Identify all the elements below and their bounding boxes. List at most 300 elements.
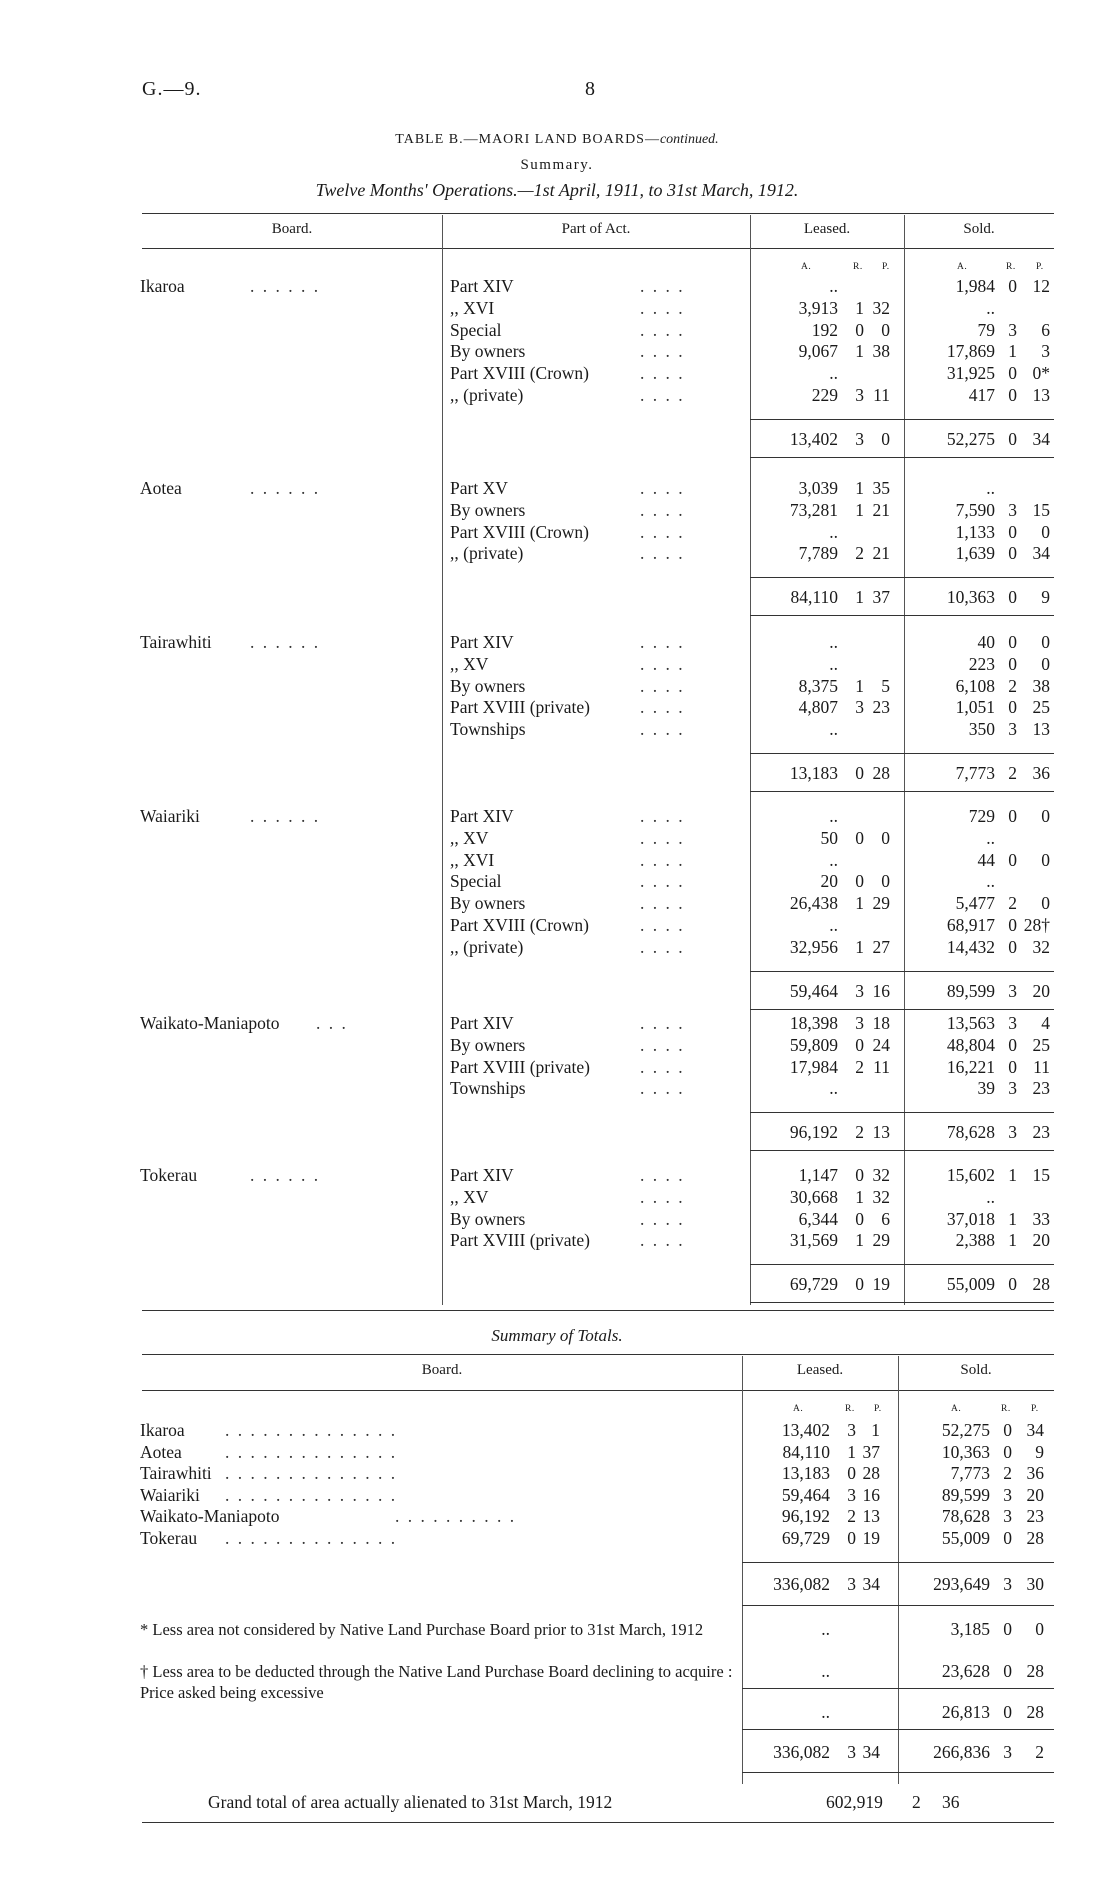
part-of-act: Part XV xyxy=(450,478,508,498)
summary-col-header-board: Board. xyxy=(421,1362,463,1378)
footnote-dagger-sold-perches: 28 xyxy=(1026,1661,1044,1681)
col-header-part: Part of Act. xyxy=(561,221,631,237)
table-row xyxy=(0,850,1114,872)
leased-acres: 50 xyxy=(820,827,838,848)
sold-acres: 2,388 xyxy=(955,1230,995,1251)
board-name: Aotea xyxy=(140,478,182,498)
sold-acres: 1,051 xyxy=(955,697,995,718)
total-sold-perches: 23 xyxy=(1032,1122,1050,1143)
table-row xyxy=(0,937,1114,959)
sold-acres: 223 xyxy=(968,653,995,674)
sold-acres: 16,221 xyxy=(946,1056,995,1077)
leased-roods: 0 xyxy=(855,1208,864,1229)
summary-total-rule xyxy=(742,1605,1054,1606)
total-leased-perches: 37 xyxy=(872,587,890,608)
part-of-act: Part XVIII (private) xyxy=(450,1056,590,1077)
sold-acres: 79 xyxy=(977,319,995,340)
sold-perches: 0* xyxy=(1032,363,1050,384)
sold-acres: 1,984 xyxy=(955,276,995,296)
table-row xyxy=(0,806,1114,828)
sold-roods: 0 xyxy=(1008,915,1017,935)
board-total-row xyxy=(0,587,1114,609)
leader-dots: . . . . xyxy=(640,543,685,564)
footnote-dagger-leased: .. xyxy=(821,1661,830,1681)
total-leased-roods: 0 xyxy=(855,763,864,783)
sold-roods: 1 xyxy=(1008,1230,1017,1251)
leased-acres: .. xyxy=(829,276,838,296)
part-of-act: Part XIV xyxy=(450,632,514,652)
total-leased-perches: 0 xyxy=(881,428,890,449)
leader-dots: . . . . xyxy=(640,499,685,520)
table-row xyxy=(0,1013,1114,1035)
total-leased-acres: 84,110 xyxy=(790,587,838,608)
leader-dots: . . . . xyxy=(640,849,685,870)
leader-dots: . . . . xyxy=(640,936,685,957)
table-row xyxy=(0,1187,1114,1209)
leased-roods: 1 xyxy=(855,499,864,520)
sold-perches: 25 xyxy=(1032,1034,1050,1055)
table-top-rule xyxy=(142,213,1054,214)
summary-sold-acres: 78,628 xyxy=(941,1506,990,1527)
leader-dots: . . . . xyxy=(640,385,685,405)
sold-perches: 20 xyxy=(1032,1230,1050,1251)
total-leased-acres: 13,183 xyxy=(789,763,838,783)
leased-roods: 0 xyxy=(855,1034,864,1055)
sold-perches: 34 xyxy=(1032,543,1050,564)
part-of-act: ,, XVI xyxy=(450,297,495,318)
sold-roods: 0 xyxy=(1008,632,1017,652)
board-separator-rule xyxy=(750,1302,1054,1303)
sold-perches: 38 xyxy=(1032,675,1050,696)
leader-dots: . . . . xyxy=(640,719,685,740)
leased-roods: 2 xyxy=(855,1056,864,1077)
board-name: Waikato-Maniapoto xyxy=(140,1013,280,1033)
leased-acres: 59,809 xyxy=(789,1034,838,1055)
total-sold-perches: 20 xyxy=(1032,980,1050,1001)
leader-dots: . . . . xyxy=(640,697,685,718)
leader-dots: . . . . . . xyxy=(250,806,321,826)
footnote-star-leased: .. xyxy=(821,1619,830,1639)
table-row xyxy=(0,1078,1114,1100)
part-of-act: Part XIV xyxy=(450,1165,514,1185)
leader-dots: . . . . xyxy=(640,871,685,892)
sold-acres: 31,925 xyxy=(946,363,995,384)
page-bottom-rule xyxy=(142,1822,1054,1823)
sold-acres: 40 xyxy=(977,632,995,652)
leased-perches: 38 xyxy=(872,341,890,362)
leased-roods: 1 xyxy=(855,675,864,696)
unit-roods-leased: R. xyxy=(853,262,863,272)
summary-board-name: Ikaroa xyxy=(140,1420,185,1440)
leased-roods: 1 xyxy=(855,893,864,914)
sold-roods: 0 xyxy=(1008,849,1017,870)
part-of-act: Townships xyxy=(450,1078,526,1099)
summary-sold-perches: 20 xyxy=(1026,1484,1044,1505)
sold-acres: 39 xyxy=(977,1078,995,1099)
total-sold-perches: 34 xyxy=(1032,428,1050,449)
sold-roods: 1 xyxy=(1008,1165,1017,1185)
summary-total-leased-roods: 3 xyxy=(847,1574,856,1594)
sold-acres: 5,477 xyxy=(955,893,995,914)
sold-perches: 0 xyxy=(1041,806,1050,826)
summary-leased-roods: 1 xyxy=(847,1441,856,1462)
sold-roods: 2 xyxy=(1008,893,1017,914)
leased-roods: 1 xyxy=(855,478,864,498)
leader-dots: . . . . xyxy=(640,1186,685,1207)
leased-acres: 1,147 xyxy=(798,1165,838,1185)
leased-acres: 17,984 xyxy=(789,1056,838,1077)
leased-acres: .. xyxy=(829,653,838,674)
sold-roods: 1 xyxy=(1008,1208,1017,1229)
sold-perches: 4 xyxy=(1041,1013,1050,1033)
leader-dots: . . . . xyxy=(640,827,685,848)
leased-acres: 18,398 xyxy=(789,1013,838,1033)
summary-sold-acres: 7,773 xyxy=(950,1463,990,1484)
leased-perches: 32 xyxy=(872,1165,890,1185)
summary-sold-perches: 36 xyxy=(1026,1463,1044,1484)
total-leased-acres: 13,402 xyxy=(789,428,838,449)
sold-roods: 3 xyxy=(1008,1078,1017,1099)
summary-leased-perches: 1 xyxy=(871,1420,880,1440)
sold-acres: 1,639 xyxy=(955,543,995,564)
summary-col-header-leased: Leased. xyxy=(796,1362,844,1378)
sold-acres: 350 xyxy=(968,719,995,740)
leased-perches: 5 xyxy=(881,675,890,696)
total-sold-roods: 0 xyxy=(1008,428,1017,449)
total-leased-perches: 19 xyxy=(872,1274,890,1295)
sold-acres: 15,602 xyxy=(946,1165,995,1185)
board-separator-rule xyxy=(750,457,1054,458)
leased-roods: 1 xyxy=(855,1230,864,1251)
sold-roods: 0 xyxy=(1008,697,1017,718)
table-subtitle: Summary. xyxy=(520,157,594,173)
leader-dots: . . . . xyxy=(640,341,685,362)
total-sold-roods: 3 xyxy=(1008,980,1017,1001)
leased-acres: 7,789 xyxy=(798,543,838,564)
part-of-act: By owners xyxy=(450,499,526,520)
table-title-continued: continued. xyxy=(659,132,719,147)
leased-perches: 35 xyxy=(872,478,890,498)
leased-acres: 3,913 xyxy=(798,297,838,318)
summary-leased-roods: 2 xyxy=(847,1506,856,1527)
sold-acres: .. xyxy=(986,478,995,498)
sold-acres: 44 xyxy=(977,849,995,870)
total-sold-acres: 7,773 xyxy=(955,763,995,783)
summary-sold-roods: 0 xyxy=(1003,1441,1012,1462)
summary-sold-acres: 89,599 xyxy=(941,1484,990,1505)
grand-total-label: Grand total of area actually alienated to 31st March, 1912 xyxy=(208,1792,613,1812)
summary-sold-roods: 2 xyxy=(1003,1463,1012,1484)
leased-perches: 11 xyxy=(873,1056,890,1077)
board-total-row xyxy=(0,763,1114,785)
leased-roods: 0 xyxy=(855,827,864,848)
sold-acres: .. xyxy=(986,871,995,892)
board-separator-rule xyxy=(750,615,1054,616)
table-title xyxy=(0,132,1114,148)
sold-perches: 23 xyxy=(1032,1078,1050,1099)
table-row xyxy=(0,1209,1114,1231)
net-total-sold-roods: 3 xyxy=(1003,1742,1012,1762)
leased-acres: 20 xyxy=(820,871,838,892)
leased-perches: 27 xyxy=(872,936,890,957)
leader-dots: . . . . xyxy=(640,1208,685,1229)
summary-leased-perches: 37 xyxy=(862,1441,880,1462)
summary-sold-acres: 52,275 xyxy=(941,1420,990,1440)
footnote-dagger-sold-acres: 23,628 xyxy=(941,1661,990,1681)
deduction-leased: .. xyxy=(821,1702,830,1722)
sold-acres: .. xyxy=(986,827,995,848)
sold-roods: 0 xyxy=(1008,1056,1017,1077)
sold-acres: 417 xyxy=(968,385,995,405)
footnote-star-sold-roods: 0 xyxy=(1003,1619,1012,1639)
leader-dots: . . . . xyxy=(640,319,685,340)
deduct-rule xyxy=(742,1688,1054,1689)
summary-board-name: Aotea xyxy=(140,1441,182,1462)
total-leased-perches: 16 xyxy=(872,980,890,1001)
table-row xyxy=(0,543,1114,565)
net-total-rule xyxy=(742,1772,1054,1773)
board-total-row xyxy=(0,1274,1114,1296)
summary-leased-acres: 69,729 xyxy=(781,1528,830,1548)
sold-acres: .. xyxy=(986,297,995,318)
leased-roods: 2 xyxy=(855,543,864,564)
total-sold-roods: 0 xyxy=(1008,587,1017,608)
total-leased-roods: 1 xyxy=(855,587,864,608)
summary-leased-perches: 28 xyxy=(862,1463,880,1484)
part-of-act: Part XIV xyxy=(450,806,514,826)
sold-perches: 13 xyxy=(1032,385,1050,405)
part-of-act: ,, XV xyxy=(450,1186,489,1207)
total-sold-roods: 2 xyxy=(1008,763,1017,783)
document-reference: G.—9. xyxy=(142,78,202,100)
leased-roods: 3 xyxy=(855,1013,864,1033)
sold-perches: 11 xyxy=(1033,1056,1050,1077)
summary-unit-acres-leased: A. xyxy=(793,1404,804,1414)
leased-perches: 21 xyxy=(872,543,890,564)
leased-perches: 0 xyxy=(881,319,890,340)
table-row xyxy=(0,632,1114,654)
table-row xyxy=(0,915,1114,937)
sold-perches: 13 xyxy=(1032,719,1050,740)
part-of-act: ,, XVI xyxy=(450,849,495,870)
subtotal-rule xyxy=(750,1264,1054,1265)
board-name: Tairawhiti xyxy=(140,632,212,652)
total-sold-acres: 10,363 xyxy=(946,587,995,608)
sold-perches: 0 xyxy=(1041,849,1050,870)
summary-sold-acres: 55,009 xyxy=(941,1528,990,1548)
subtotal-rule xyxy=(750,577,1054,578)
sold-acres: 14,432 xyxy=(946,936,995,957)
leased-roods: 0 xyxy=(855,319,864,340)
sold-roods: 0 xyxy=(1008,385,1017,405)
part-of-act: By owners xyxy=(450,341,526,362)
sold-perches: 28† xyxy=(1023,915,1050,935)
unit-perches-leased: P. xyxy=(882,262,890,272)
summary-total-leased-acres: 336,082 xyxy=(773,1574,830,1594)
part-of-act: ,, (private) xyxy=(450,385,524,405)
deduction-sold-perches: 28 xyxy=(1026,1702,1044,1722)
leased-perches: 18 xyxy=(872,1013,890,1033)
part-of-act: Part XVIII (private) xyxy=(450,697,590,718)
summary-sold-roods: 0 xyxy=(1003,1420,1012,1440)
leased-acres: .. xyxy=(829,363,838,384)
leased-acres: 229 xyxy=(811,385,838,405)
net-rule xyxy=(742,1729,1054,1730)
leader-dots: . . . . xyxy=(640,276,685,296)
leader-dots: . . . . . . . . . . . . . . xyxy=(225,1463,398,1484)
net-total-row xyxy=(0,1742,1114,1764)
leased-acres: 9,067 xyxy=(798,341,838,362)
table-bottom-rule xyxy=(142,1310,1054,1311)
unit-acres-leased: A. xyxy=(801,262,812,272)
leased-acres: .. xyxy=(829,849,838,870)
net-total-leased-roods: 3 xyxy=(847,1742,856,1762)
summary-sold-perches: 9 xyxy=(1035,1441,1044,1462)
sold-acres: 48,804 xyxy=(946,1034,995,1055)
leased-acres: 73,281 xyxy=(789,499,838,520)
leader-dots: . . . . xyxy=(640,363,685,384)
total-sold-acres: 55,009 xyxy=(946,1274,995,1295)
part-of-act: Part XVIII (Crown) xyxy=(450,363,589,384)
leader-dots: . . . . . . xyxy=(250,632,321,652)
grand-total-perches: 36 xyxy=(942,1792,960,1812)
leased-roods: 1 xyxy=(855,1186,864,1207)
leader-dots: . . . . . . . . . . . . . . xyxy=(225,1484,398,1505)
table-row xyxy=(0,719,1114,741)
leader-dots: . . . . . . . . . . xyxy=(395,1506,517,1527)
leader-dots: . . . xyxy=(316,1013,348,1033)
leased-roods: 0 xyxy=(855,871,864,892)
table-row xyxy=(0,893,1114,915)
leader-dots: . . . . . . . . . . . . . . xyxy=(225,1441,398,1462)
part-of-act: By owners xyxy=(450,1208,526,1229)
summary-sold-acres: 10,363 xyxy=(941,1441,990,1462)
col-header-leased: Leased. xyxy=(803,221,851,237)
leased-perches: 32 xyxy=(872,1186,890,1207)
leased-perches: 11 xyxy=(873,385,890,405)
total-leased-perches: 28 xyxy=(872,763,890,783)
sold-perches: 32 xyxy=(1032,936,1050,957)
summary-header-rule xyxy=(142,1390,1054,1391)
sold-acres: .. xyxy=(986,1186,995,1207)
board-total-row xyxy=(0,429,1114,451)
leader-dots: . . . . xyxy=(640,297,685,318)
page-number: 8 xyxy=(585,78,595,100)
summary-row xyxy=(0,1506,1114,1528)
leased-roods: 1 xyxy=(855,341,864,362)
leased-roods: 0 xyxy=(855,1165,864,1185)
part-of-act: Special xyxy=(450,871,502,892)
leader-dots: . . . . xyxy=(640,632,685,652)
leader-dots: . . . . xyxy=(640,806,685,826)
summary-row xyxy=(0,1442,1114,1464)
leader-dots: . . . . . . xyxy=(250,276,321,296)
sold-roods: 3 xyxy=(1008,499,1017,520)
leased-perches: 32 xyxy=(872,297,890,318)
net-total-leased-acres: 336,082 xyxy=(773,1742,830,1762)
sold-roods: 0 xyxy=(1008,936,1017,957)
net-total-sold-perches: 2 xyxy=(1035,1742,1044,1762)
sold-perches: 3 xyxy=(1041,341,1050,362)
summary-leased-acres: 84,110 xyxy=(782,1441,830,1462)
table-row xyxy=(0,385,1114,407)
part-of-act: By owners xyxy=(450,1034,526,1055)
leased-roods: 1 xyxy=(855,936,864,957)
sold-acres: 17,869 xyxy=(946,341,995,362)
sold-acres: 13,563 xyxy=(946,1013,995,1033)
summary-leased-perches: 16 xyxy=(862,1484,880,1505)
sold-roods: 0 xyxy=(1008,363,1017,384)
sold-perches: 0 xyxy=(1041,653,1050,674)
part-of-act: ,, (private) xyxy=(450,543,524,564)
summary-board-name: Tokerau xyxy=(140,1528,198,1548)
part-of-act: ,, XV xyxy=(450,827,489,848)
total-leased-roods: 3 xyxy=(855,980,864,1001)
board-separator-rule xyxy=(750,791,1054,792)
summary-total-row xyxy=(0,1574,1114,1596)
leased-perches: 29 xyxy=(872,1230,890,1251)
sold-roods: 0 xyxy=(1008,653,1017,674)
summary-leased-acres: 13,183 xyxy=(781,1463,830,1484)
summary-leased-roods: 3 xyxy=(847,1420,856,1440)
table-row xyxy=(0,478,1114,500)
leased-acres: 8,375 xyxy=(798,675,838,696)
board-total-row xyxy=(0,1122,1114,1144)
summary-total-sold-roods: 3 xyxy=(1003,1574,1012,1594)
summary-board-name: Tairawhiti xyxy=(140,1463,212,1484)
total-sold-perches: 36 xyxy=(1032,763,1050,783)
leader-dots: . . . . xyxy=(640,653,685,674)
unit-roods-sold: R. xyxy=(1006,262,1016,272)
sold-roods: 2 xyxy=(1008,675,1017,696)
table-row xyxy=(0,320,1114,342)
summary-row xyxy=(0,1420,1114,1442)
sold-perches: 12 xyxy=(1032,276,1050,296)
leader-dots: . . . . . . xyxy=(250,478,321,498)
footnote-dagger: † Less area to be deducted through the Native Land Purchase Board declining to acquire : Price asked being excessive xyxy=(140,1662,733,1702)
total-leased-roods: 2 xyxy=(855,1122,864,1143)
sold-roods: 0 xyxy=(1008,543,1017,564)
summary-leased-roods: 3 xyxy=(847,1484,856,1505)
board-name: Ikaroa xyxy=(140,276,185,296)
part-of-act: By owners xyxy=(450,675,526,696)
grand-total-value: 602,919 xyxy=(826,1792,883,1812)
sold-roods: 3 xyxy=(1008,319,1017,340)
summary-title: Summary of Totals. xyxy=(491,1326,623,1345)
table-row xyxy=(0,298,1114,320)
sold-perches: 33 xyxy=(1032,1208,1050,1229)
part-of-act: Part XIV xyxy=(450,1013,514,1033)
leased-acres: 30,668 xyxy=(789,1186,838,1207)
summary-leased-perches: 13 xyxy=(862,1506,880,1527)
board-separator-rule xyxy=(750,1009,1054,1010)
sold-perches: 0 xyxy=(1041,521,1050,542)
leader-dots: . . . . . . . . . . . . . . xyxy=(225,1528,398,1548)
summary-top-rule xyxy=(142,1354,1054,1355)
total-sold-roods: 3 xyxy=(1008,1122,1017,1143)
footnote-dagger-sold-roods: 0 xyxy=(1003,1661,1012,1681)
total-leased-acres: 59,464 xyxy=(789,980,838,1001)
table-row xyxy=(0,276,1114,298)
summary-unit-roods-sold: R. xyxy=(1001,1404,1011,1414)
total-leased-acres: 96,192 xyxy=(789,1122,838,1143)
summary-leased-acres: 59,464 xyxy=(781,1484,830,1505)
footnote-star-sold-acres: 3,185 xyxy=(950,1619,990,1639)
summary-sold-roods: 3 xyxy=(1003,1506,1012,1527)
summary-total-leased-perches: 34 xyxy=(862,1574,880,1594)
leader-dots: . . . . xyxy=(640,675,685,696)
leased-perches: 0 xyxy=(881,871,890,892)
